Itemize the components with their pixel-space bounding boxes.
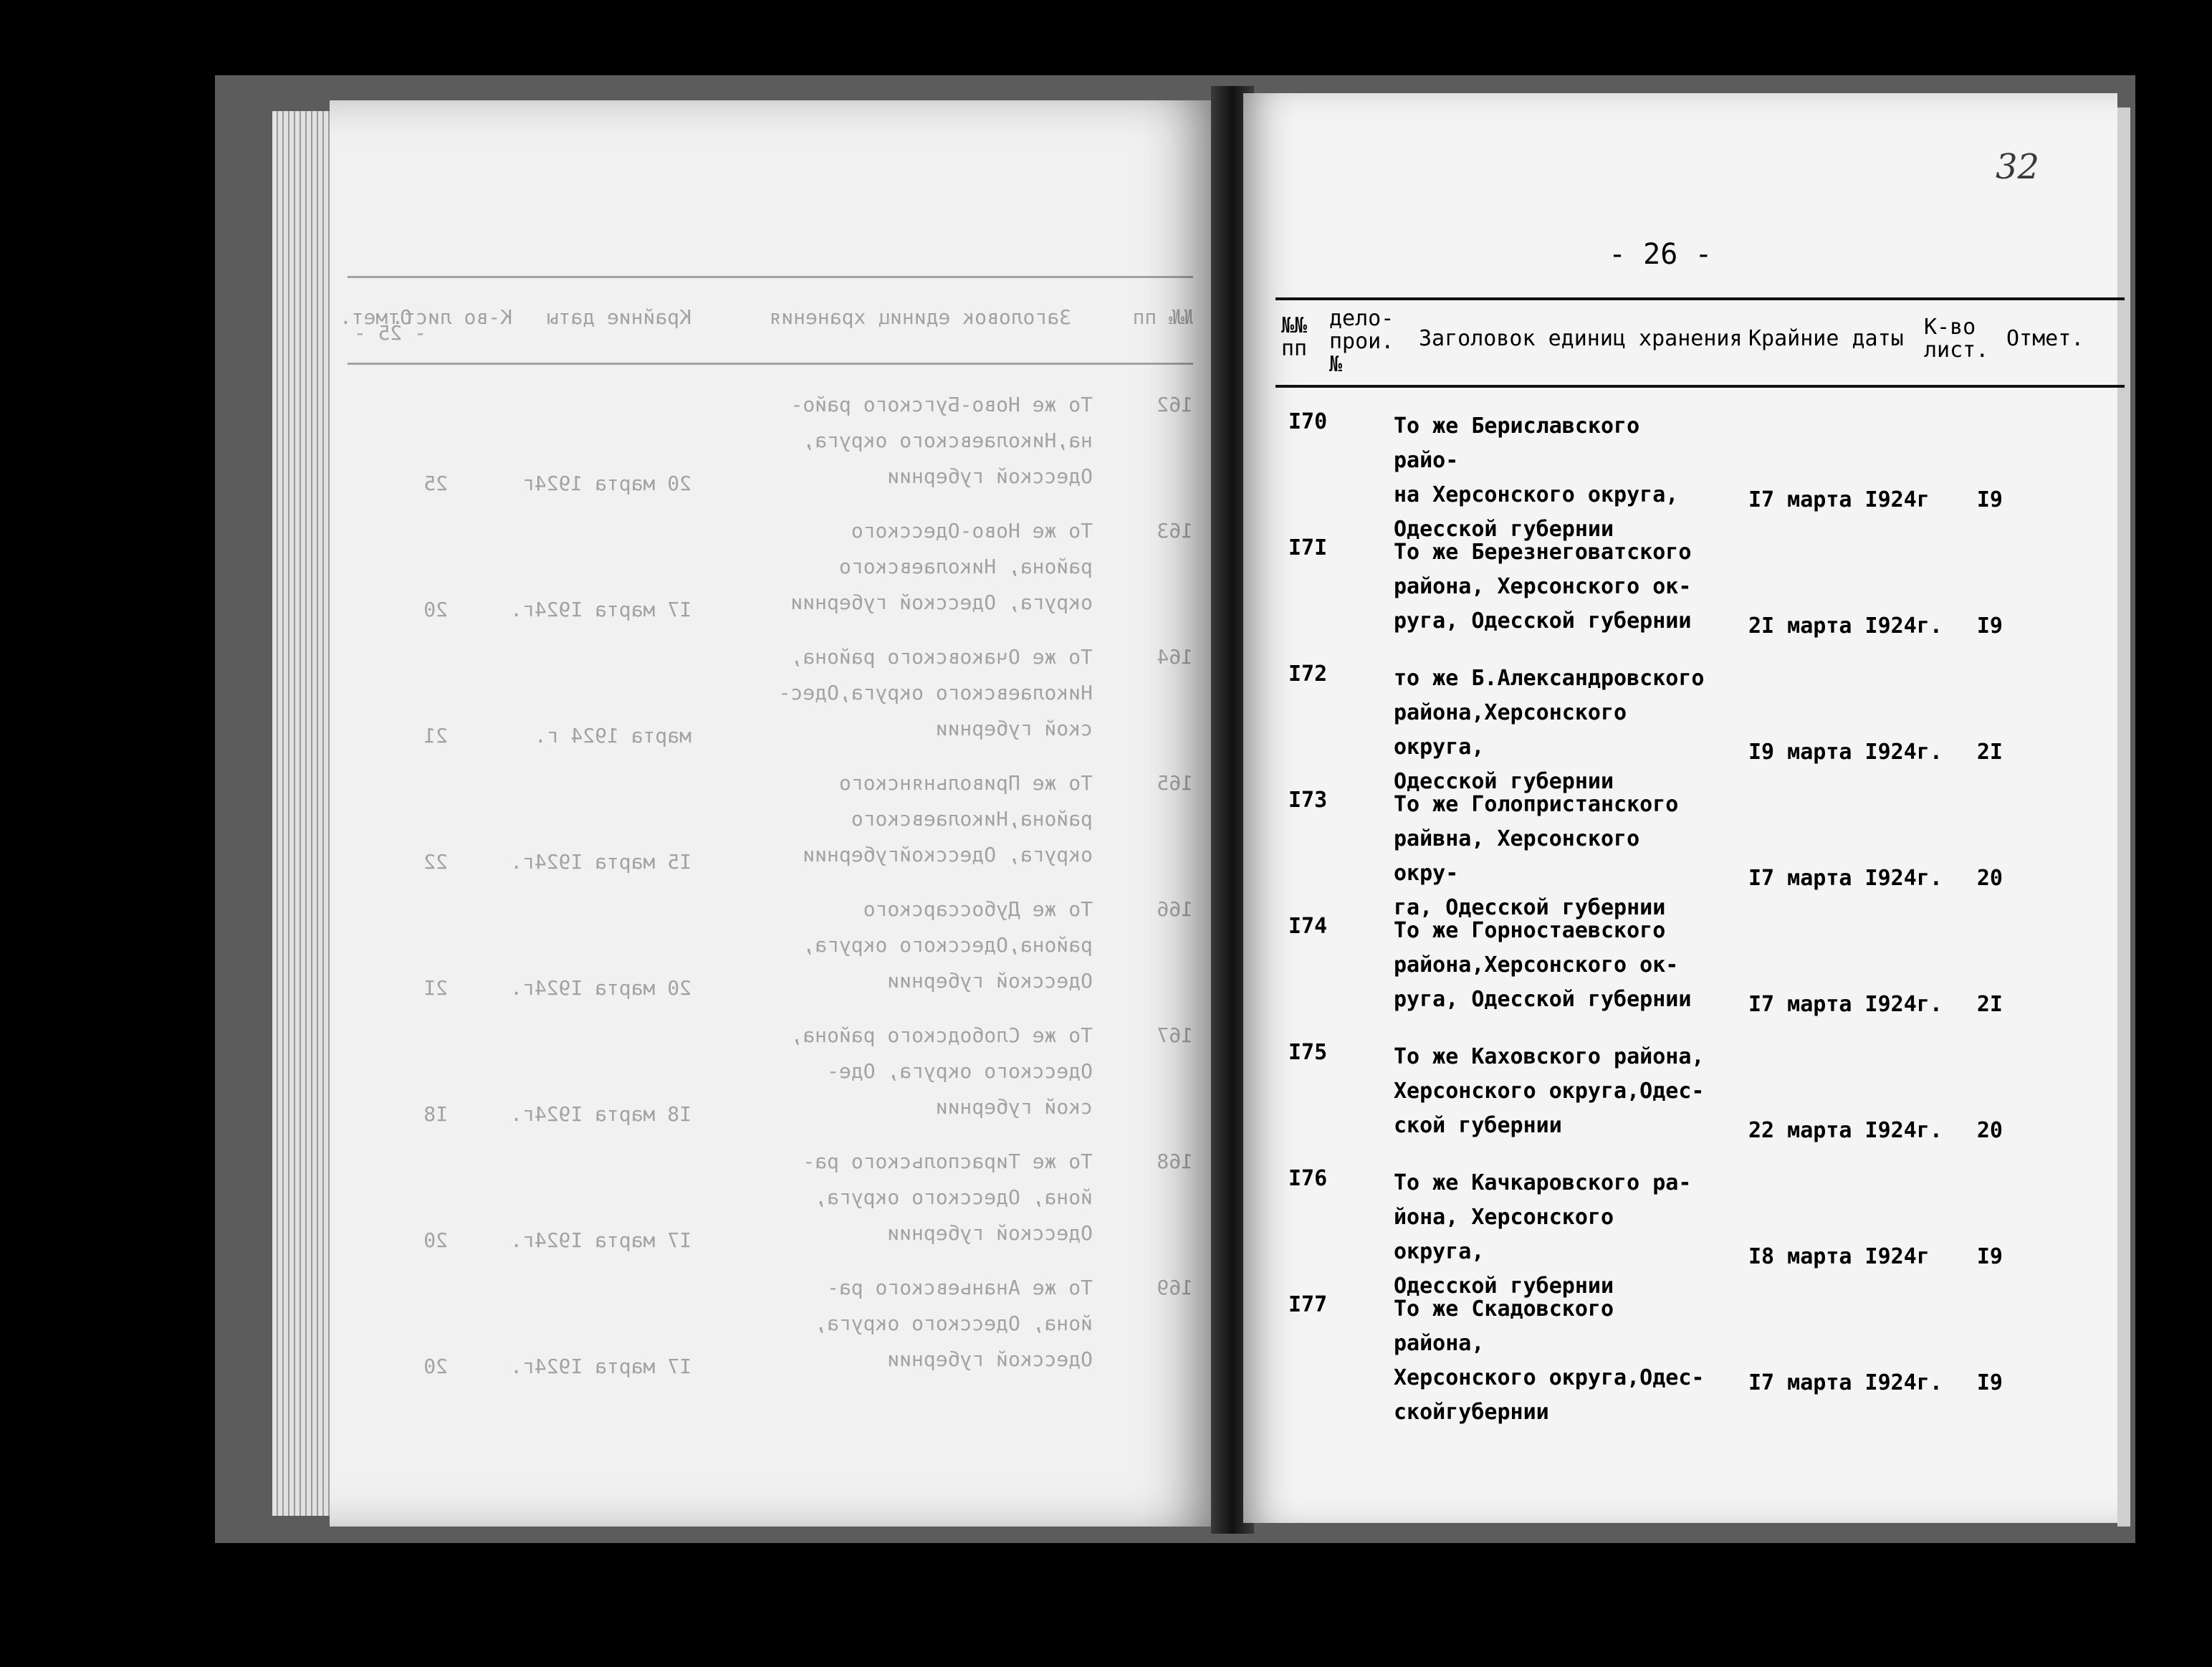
left-row-title: То же Тираспольского ра- йона, Одесского округа, Одесской губернии — [803, 1150, 1093, 1245]
header-notes: Отмет. — [2006, 326, 2084, 351]
left-row-sheet-count: 2I — [423, 976, 448, 1000]
row-sheet-count: 20 — [1976, 1118, 2003, 1143]
row-sheet-count: 2I — [1976, 740, 2003, 765]
left-table-row — [348, 1144, 1193, 1258]
left-row-dates: I8 марта I924г. — [510, 1102, 691, 1126]
row-number: I7I — [1288, 535, 1328, 560]
row-sheet-count: 2I — [1976, 992, 2003, 1017]
left-row-number: 163 — [1157, 519, 1193, 543]
row-title: То же Бериславского райо- на Херсонского округа, Одесской губернии — [1394, 414, 1679, 542]
row-title: То же Каховского района, Херсонского округа,Одес- ской губернии — [1394, 1044, 1705, 1138]
left-row-sheet-count: 20 — [423, 1355, 448, 1378]
row-sheet-count: I9 — [1976, 1244, 2003, 1269]
table-row — [1275, 914, 2125, 1017]
row-title: то же Б.Александровского района,Херсонского округа, Одесской губернии — [1394, 666, 1705, 794]
table-row — [1275, 1292, 2125, 1425]
left-row-title: То же Ново-Одесского района, Николаевского округа, Одесской губернии — [790, 519, 1093, 614]
row-number: I77 — [1288, 1292, 1328, 1317]
left-header-title: Заголовок единиц хранения — [769, 305, 1071, 329]
left-table-row — [348, 892, 1193, 1006]
left-header-dates: Крайние даты — [546, 305, 691, 329]
left-table-row — [348, 513, 1193, 628]
left-row-dates: марта 1924 г. — [534, 724, 691, 747]
left-table-row — [348, 765, 1193, 880]
left-row-number: 168 — [1157, 1150, 1193, 1173]
row-dates: I7 марта I924г. — [1748, 1370, 1943, 1395]
left-header-sheets: К-во лист. — [391, 305, 512, 329]
row-number: I73 — [1288, 788, 1328, 813]
row-dates: I8 марта I924г — [1748, 1244, 1930, 1269]
left-page-bleed-through — [330, 100, 1222, 1527]
header-sheets: К-во лист. — [1924, 315, 1989, 363]
left-row-number: 162 — [1157, 393, 1193, 416]
row-sheet-count: I9 — [1976, 1370, 2003, 1395]
left-row-title: То же Слободского района, Одесского округа, Оде- ской губернии — [790, 1023, 1093, 1119]
row-dates: I7 марта I924г. — [1748, 992, 1943, 1017]
row-title: То же Скадовского района, Херсонского округа,Одес- скойгубернии — [1394, 1296, 1705, 1425]
row-sheet-count: I9 — [1976, 487, 2003, 512]
row-number: I70 — [1288, 409, 1328, 434]
left-row-number: 164 — [1157, 645, 1193, 669]
table-row — [1275, 661, 2125, 794]
left-row-sheet-count: 22 — [423, 850, 448, 874]
left-row-dates: I5 марта I924г. — [510, 850, 691, 874]
left-row-sheet-count: 20 — [423, 1228, 448, 1252]
left-row-title: То же Ананьевского ра- йона, Одесского округа, Одесской губернии — [815, 1276, 1093, 1371]
left-row-number: 169 — [1157, 1276, 1193, 1299]
row-number: I72 — [1288, 661, 1328, 687]
row-number: I76 — [1288, 1166, 1328, 1191]
left-row-title: То же Ново-Бугского райо- на,Николаевского округа, Одесской губернии — [790, 393, 1093, 488]
left-row-sheet-count: I8 — [423, 1102, 448, 1126]
page-number: - 26 - — [1609, 238, 1713, 271]
left-row-dates: 20 марта 1924г — [522, 472, 691, 495]
left-table-row — [348, 387, 1193, 502]
row-title: То же Голопристанского райвна, Херсонского окру- га, Одесской губернии — [1394, 792, 1679, 920]
row-sheet-count: I9 — [1976, 613, 2003, 639]
left-row-title: То же Привольнянского района,Николаевского округа, Одесскойгубернии — [803, 771, 1093, 866]
left-row-dates: I7 марта I924г. — [510, 1228, 691, 1252]
table-header — [1275, 297, 2125, 388]
row-sheet-count: 20 — [1976, 866, 2003, 891]
left-row-number: 165 — [1157, 771, 1193, 795]
table-row — [1275, 535, 2125, 639]
left-header-num: №№ пп — [1132, 305, 1193, 329]
row-title: То же Качкаровского ра- йона, Херсонского округа, Одесской губернии — [1394, 1170, 1692, 1299]
table-row — [1275, 409, 2125, 542]
row-number: I75 — [1288, 1040, 1328, 1065]
row-number: I74 — [1288, 914, 1328, 939]
left-row-sheet-count: 25 — [423, 472, 448, 495]
row-dates: 2I марта I924г. — [1748, 613, 1943, 639]
header-title: Заголовок единиц хранения — [1419, 326, 1743, 351]
row-title: То же Березнеговатского района, Херсонского ок- руга, Одесской губернии — [1394, 540, 1692, 634]
header-case-no: дело- прои. № — [1329, 306, 1394, 377]
page-edges — [272, 111, 337, 1516]
left-table-row — [348, 1270, 1193, 1385]
row-dates: I7 марта I924г — [1748, 487, 1930, 512]
row-dates: I7 марта I924г. — [1748, 866, 1943, 891]
left-row-number: 166 — [1157, 897, 1193, 921]
left-table-header — [339, 276, 1193, 365]
archive-folio-number: 32 — [1996, 147, 2040, 187]
table-row — [1275, 1166, 2125, 1299]
left-row-sheet-count: 21 — [423, 724, 448, 747]
left-row-dates: I7 марта I924г. — [510, 1355, 691, 1378]
left-row-title: То же Очаковского района, Николаевского округа,Одес- ской губернии — [778, 645, 1093, 740]
left-header-notes: Отмет. — [339, 305, 412, 329]
header-dates: Крайние даты — [1748, 326, 1904, 351]
left-table-row — [348, 639, 1193, 754]
left-table-row — [348, 1018, 1193, 1132]
left-row-sheet-count: 20 — [423, 598, 448, 621]
left-row-dates: 20 марта I924г. — [510, 976, 691, 1000]
left-row-dates: I7 марта I924г. — [510, 598, 691, 621]
row-dates: 22 марта I924г. — [1748, 1118, 1943, 1143]
header-num: №№ пп — [1281, 313, 1308, 361]
table-row — [1275, 788, 2125, 920]
row-title: То же Горностаевского района,Херсонского ок- руга, Одесской губернии — [1394, 918, 1692, 1012]
left-row-number: 167 — [1157, 1023, 1193, 1047]
left-row-title: То же Дубоссарского района,Одесского округа, Одесской губернии — [803, 897, 1093, 993]
table-row — [1275, 1040, 2125, 1143]
row-dates: I9 марта I924г. — [1748, 740, 1943, 765]
inventory-table — [1275, 297, 2125, 1425]
left-page-number: - 25 - — [353, 321, 426, 345]
